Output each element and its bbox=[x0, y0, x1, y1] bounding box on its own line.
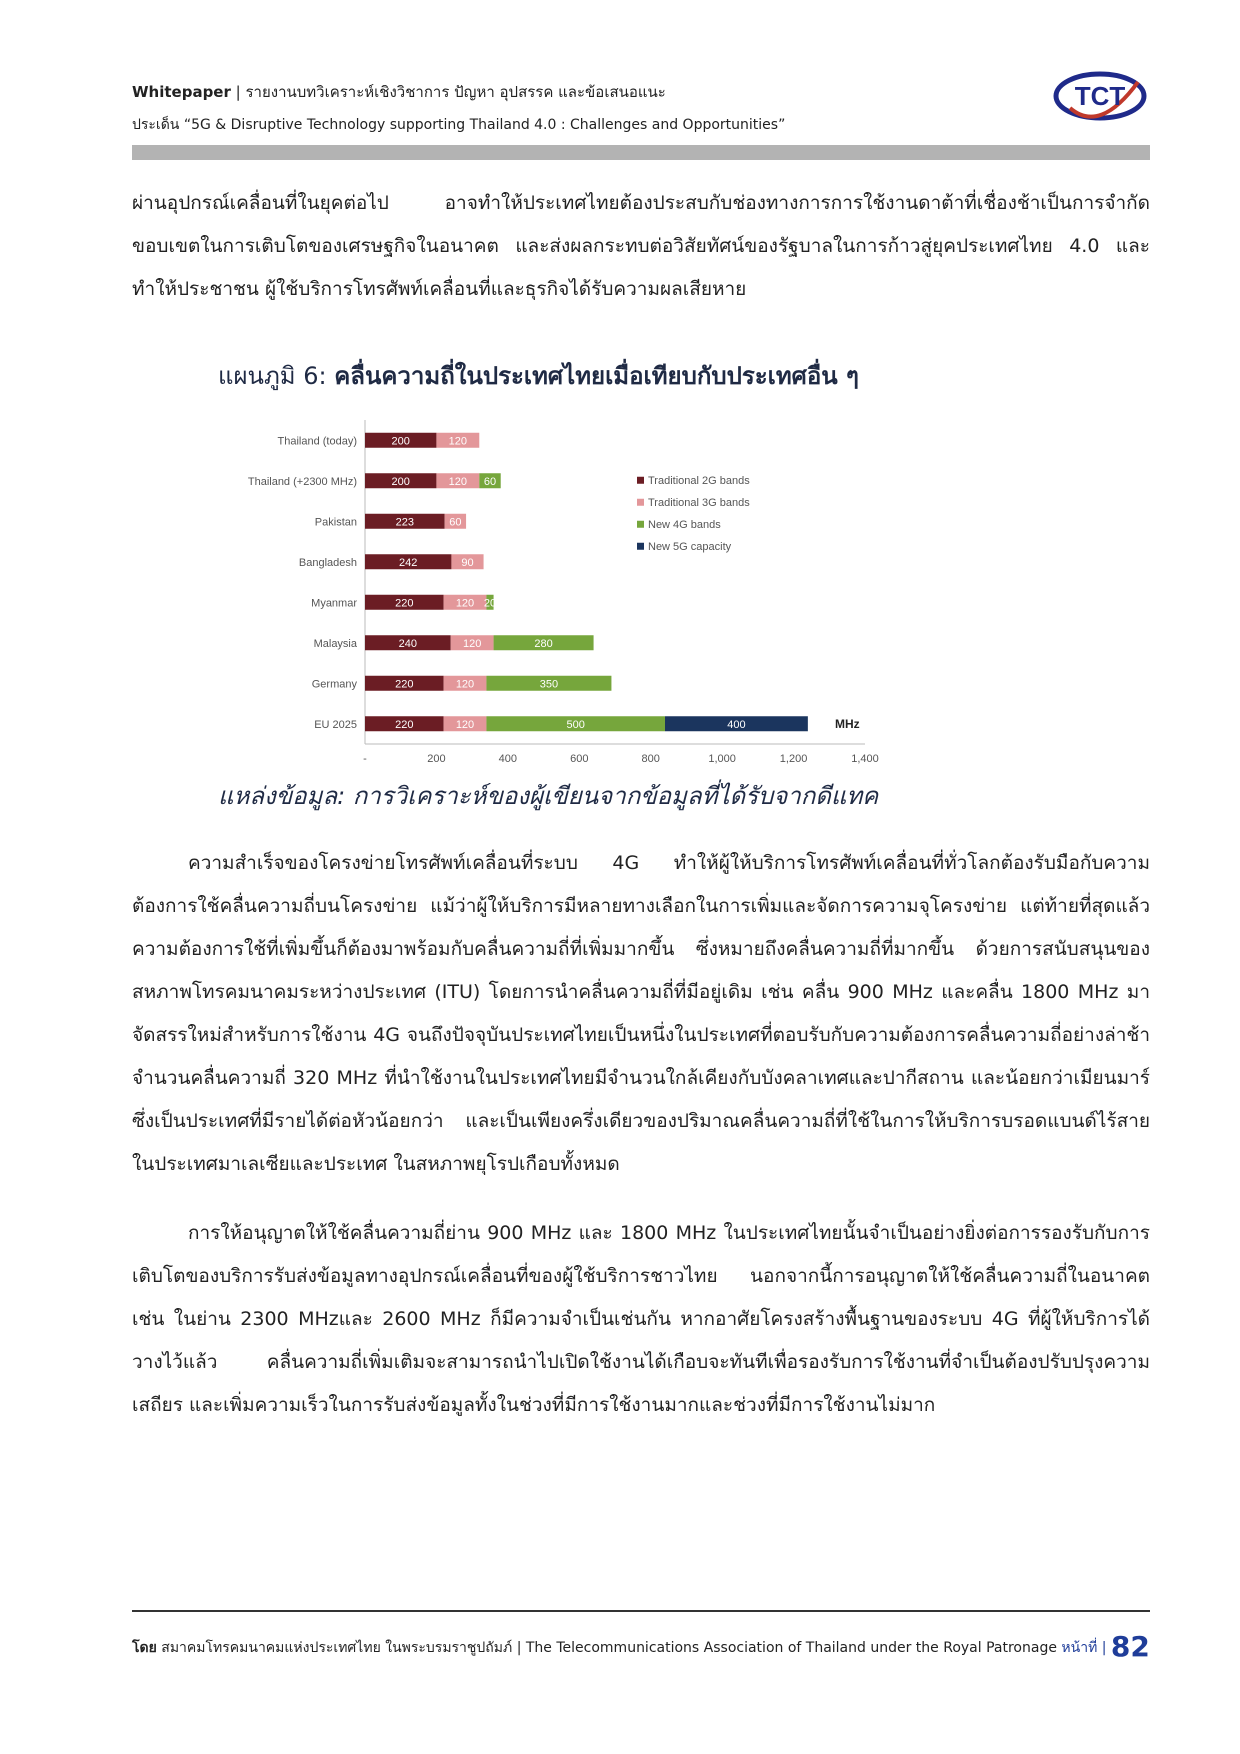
bar-value-label: 220 bbox=[395, 678, 414, 691]
x-unit-label: MHz bbox=[835, 716, 860, 731]
bar-value-label: 200 bbox=[391, 435, 410, 448]
bar-value-label: 242 bbox=[399, 556, 418, 569]
legend-label: Traditional 3G bands bbox=[648, 496, 750, 509]
report-title: รายงานบทวิเคราะห์เชิงวิชาการ ปัญหา อุปสรรค และข้อเสนอแนะ bbox=[245, 83, 666, 101]
figure-caption: คลื่นความถี่ในประเทศไทยเมื่อเทียบกับประเทศอื่น ๆ bbox=[334, 362, 859, 390]
header-divider bbox=[132, 145, 1150, 160]
bar-value-label: 240 bbox=[398, 637, 418, 650]
x-tick-label: 1,200 bbox=[779, 753, 808, 765]
legend-label: New 5G capacity bbox=[648, 540, 732, 553]
body-paragraph-1: ความสำเร็จของโครงข่ายโทรศัพท์เคลื่อนที่ระบบ 4G ทำให้ผู้ให้บริการโทรศัพท์เคลื่อนที่ทั่วโลกต้องรับมือกับความต้องการใช้คลื่นความถี่บนโครงข่าย แม้ว่าผู้ให้บริการมีหลายทางเลือกในการเพิ่มและจัดการความจุโครงข่าย แต่ท้ายที่สุดแล้ว ความต้องการใช้ที่เพิ่มขึ้นก็ต้องมาพร้อมกับคลื่นความถี่ที่เพิ่มมากขึ้น ซึ่งหมายถึงคลื่นความถี่ที่มากขึ้น ด้วยการสนับสนุนของสหภาพโทรคมนาคมระหว่างประเทศ (ITU) โดยการนำคลื่นความถี่ที่มีอยู่เดิม เช่น คลื่น 900 MHz และคลื่น 1800 MHz มาจัดสรรใหม่สำหรับการใช้งาน 4G จนถึงปัจจุบันประเทศไทยเป็นหนึ่งในประเทศที่ตอบรับกับความต้องการคลื่นความถี่อย่างล่าช้า จำนวนคลื่นความถี่ 320 MHz ที่นำใช้งานในประเทศไทยมีจำนวนใกล้เคียงกับบังคลาเทศและปากีสถาน และน้อยกว่าเมียนมาร์ ซึ่งเป็นประเทศที่มีรายได้ต่อหัวน้อยกว่า และเป็นเพียงครึ่งเดียวของปริมาณคลื่นความถี่ที่ใช้ในการให้บริการบรอดแบนด์ไร้สายในประเทศมาเลเซียและประเทศ ในสหภาพยุโรปเกือบทั้งหมด bbox=[132, 852, 1150, 1175]
bar-value-label: 280 bbox=[534, 637, 553, 650]
category-label: Germany bbox=[311, 678, 357, 691]
bar-value-label: 120 bbox=[448, 435, 468, 448]
x-tick-label: - bbox=[363, 753, 367, 765]
x-tick-label: 1,400 bbox=[851, 753, 879, 765]
footer-org-th: สมาคมโทรคมนาคมแห่งประเทศไทย ในพระบรมราชูปถัมภ์ bbox=[161, 1640, 513, 1656]
body-paragraph-2: การให้อนุญาตให้ใช้คลื่นความถี่ย่าน 900 MHz และ 1800 MHz ในประเทศไทยนั้นจำเป็นอย่างยิ่งต่อการรองรับกับการเติบโตของบริการรับส่งข้อมูลทางอุปกรณ์เคลื่อนที่ของผู้ใช้บริการชาวไทย นอกจากนี้การอนุญาตให้ใช้คลื่นความถี่ในอนาคต เช่น ในย่าน 2300 MHzและ 2600 MHz ก็มีความจำเป็นเช่นกัน หากอาศัยโครงสร้างพื้นฐานของระบบ 4G ที่ผู้ให้บริการได้วางไว้แล้ว คลื่นความถี่เพิ่มเติมจะสามารถนำไปเปิดใช้งานได้เกือบจะทันทีเพื่อรองรับการใช้งานที่จำเป็นต้องปรับปรุงความเสถียร และเพิ่มความเร็วในการรับส่งข้อมูลทั้งในช่วงที่มีการใช้งานมากและช่วงที่มีการใช้งานไม่มาก bbox=[132, 1222, 1150, 1416]
bar-value-label: 120 bbox=[455, 597, 475, 610]
bar-value-label: 350 bbox=[539, 678, 559, 691]
legend-swatch bbox=[637, 521, 644, 528]
doc-type: Whitepaper bbox=[132, 83, 231, 101]
bar-value-label: 120 bbox=[448, 475, 468, 488]
bar-value-label: 200 bbox=[391, 475, 410, 488]
bar-value-label: 120 bbox=[462, 637, 482, 650]
logo-text: TCT bbox=[1074, 81, 1126, 111]
x-tick-label: 200 bbox=[427, 753, 446, 765]
x-tick-label: 400 bbox=[498, 753, 518, 765]
page-number: 82 bbox=[1110, 1630, 1150, 1663]
bar-value-label: 60 bbox=[483, 475, 497, 488]
category-label: Thailand (today) bbox=[277, 435, 357, 448]
bar-value-label: 223 bbox=[395, 516, 415, 529]
header-title-line: Whitepaper | รายงานบทวิเคราะห์เชิงวิชาการ ปัญหา อุปสรรค และข้อเสนอแนะ bbox=[132, 83, 666, 101]
category-label: EU 2025 bbox=[314, 718, 357, 731]
figure-label: แผนภูมิ 6: bbox=[218, 362, 327, 390]
x-tick-label: 1,000 bbox=[708, 753, 736, 765]
footer-divider bbox=[132, 1610, 1150, 1612]
page-label: หน้าที่ bbox=[1061, 1640, 1098, 1656]
bar-value-label: 20 bbox=[483, 597, 497, 610]
figure-title bbox=[218, 356, 859, 395]
category-label: Bangladesh bbox=[298, 556, 357, 569]
bar-value-label: 120 bbox=[455, 718, 475, 731]
bar-value-label: 120 bbox=[455, 678, 475, 691]
spectrum-bar-chart bbox=[220, 410, 1100, 765]
bar-value-label: 220 bbox=[395, 718, 414, 731]
legend-label: New 4G bands bbox=[648, 518, 721, 531]
x-tick-label: 800 bbox=[641, 753, 660, 765]
figure-source: แหล่งข้อมูล: การวิเคราะห์ของผู้เขียนจากข้อมูลที่ได้รับจากดีแทค bbox=[218, 782, 879, 810]
legend-label: Traditional 2G bands bbox=[648, 474, 750, 487]
legend-swatch bbox=[637, 477, 644, 484]
tct-logo bbox=[1050, 64, 1150, 126]
legend-swatch bbox=[637, 543, 644, 550]
legend-swatch bbox=[637, 499, 644, 506]
bar-value-label: 90 bbox=[461, 556, 474, 569]
x-tick-label: 600 bbox=[570, 753, 589, 765]
bar-value-label: 220 bbox=[395, 597, 414, 610]
intro-paragraph: ผ่านอุปกรณ์เคลื่อนที่ในยุคต่อไป อาจทำให้ประเทศไทยต้องประสบกับช่องทางการการใช้งานดาต้าที่เชื่องช้าเป็นการจำกัดขอบเขตในการเติบโตของเศรษฐกิจในอนาคต และส่งผลกระทบต่อวิสัยทัศน์ของรัฐบาลในการก้าวสู่ยุคประเทศไทย 4.0 และทำให้ประชาชน ผู้ใช้บริการโทรศัพท์เคลื่อนที่และธุรกิจได้รับความผลเสียหาย bbox=[132, 192, 1150, 300]
header-subtitle: ประเด็น “5G & Disruptive Technology supporting Thailand 4.0 : Challenges and Opportunities” bbox=[132, 117, 786, 133]
category-label: Myanmar bbox=[311, 597, 357, 610]
bar-value-label: 400 bbox=[727, 718, 746, 731]
category-label: Malaysia bbox=[313, 637, 357, 650]
footer-org-en: The Telecommunications Association of Thailand under the Royal Patronage bbox=[525, 1640, 1057, 1656]
category-label: Pakistan bbox=[314, 516, 357, 529]
bar-value-label: 500 bbox=[566, 718, 585, 731]
footer: โดย สมาคมโทรคมนาคมแห่งประเทศไทย ในพระบรมราชูปถัมภ์ | The Telecommunications Association of Thailand under the Royal Patronage หน้าที่ | 82 bbox=[132, 1630, 1150, 1663]
footer-by: โดย bbox=[132, 1640, 157, 1656]
bar-value-label: 60 bbox=[449, 516, 462, 529]
category-label: Thailand (+2300 MHz) bbox=[247, 475, 357, 488]
